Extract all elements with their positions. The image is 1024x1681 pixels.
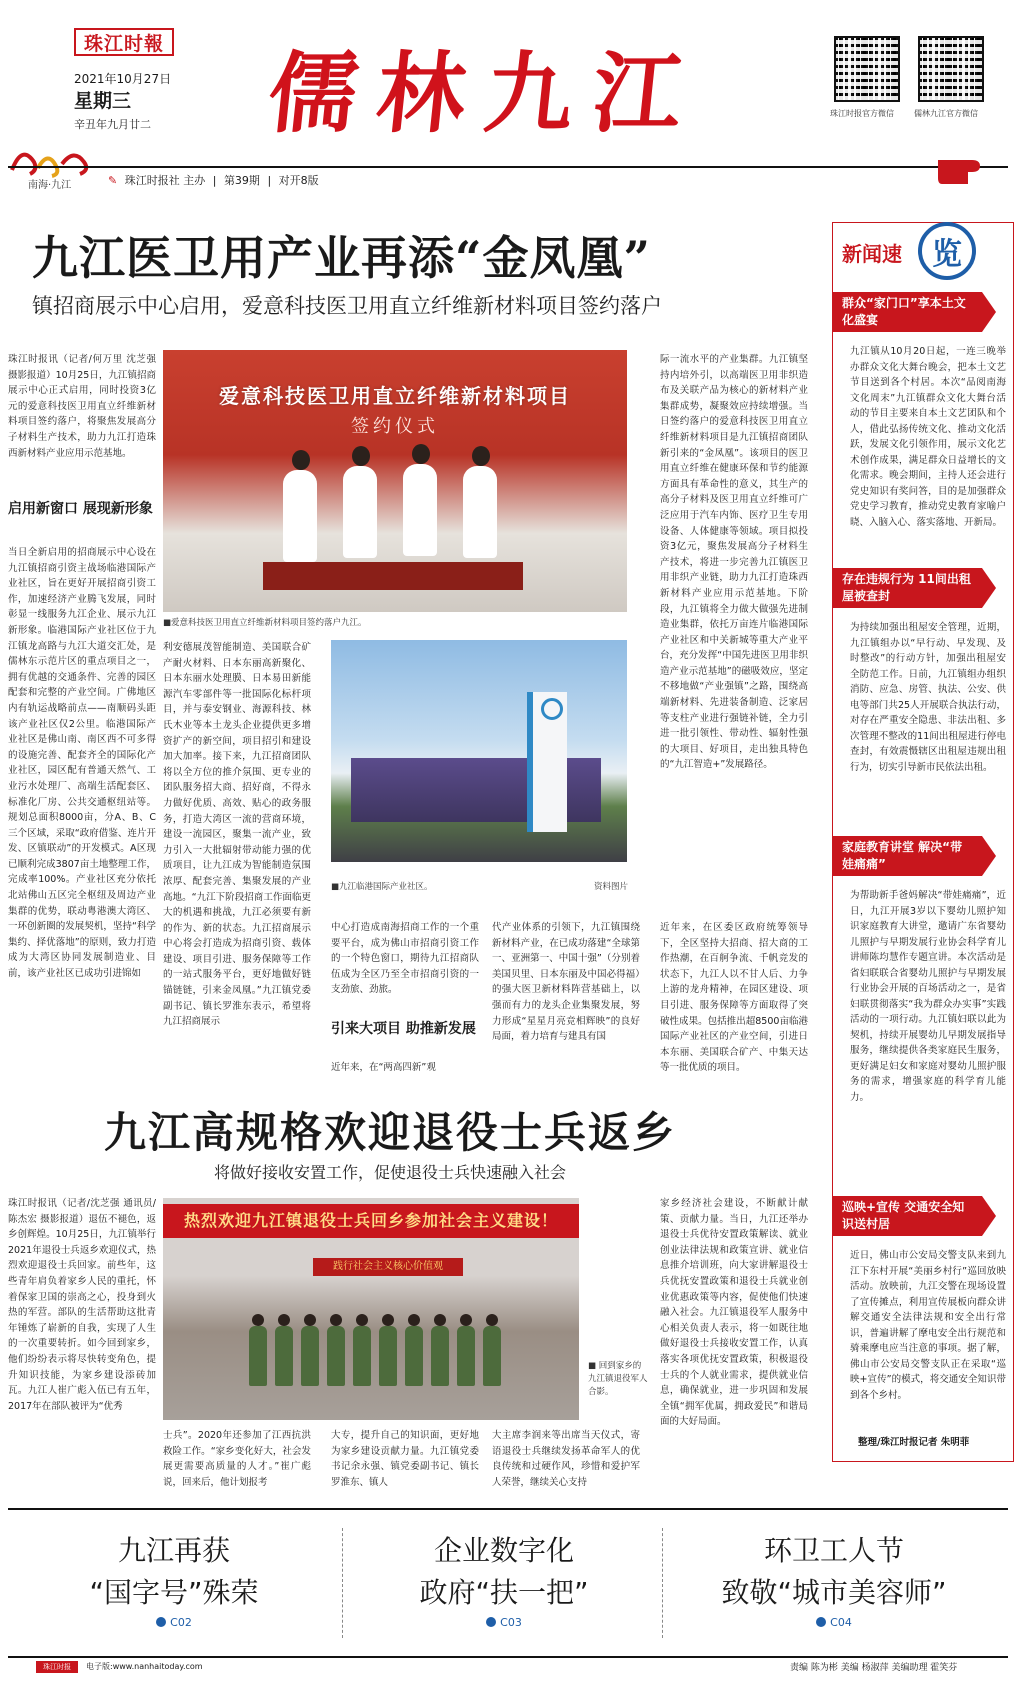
second-headline[interactable]: 九江高规格欢迎退役士兵返乡 <box>104 1108 677 1157</box>
teaser-separator <box>662 1528 663 1638</box>
sidebar-title: 新闻速 <box>842 242 902 266</box>
separator: | <box>267 174 272 187</box>
tower-logo-icon <box>541 698 563 720</box>
footer-logo: 珠江时报 <box>36 1661 78 1673</box>
issue-date: 2021年10月27日 <box>74 72 172 86</box>
teaser-line: 致敬“城市美容师” <box>721 1576 947 1609</box>
qr-label: 珠江时报官方微信 <box>830 109 894 118</box>
separator: | <box>212 174 217 187</box>
soldier-figure <box>249 1326 267 1386</box>
page-dot-icon <box>816 1617 826 1627</box>
soldier-figure <box>353 1326 371 1386</box>
teaser-line: 政府“扶一把” <box>419 1576 589 1609</box>
article-text: 近年来，在区委区政府统筹领导下，全区坚持大招商、招大商的工作热潮，在百舸争流、千帆竞发的状态下，九江人以不甘人后、力争上游的龙舟精神，在园区建设、项目引进、服务保障等方面取得了突破性成果。包括推出超8500亩临港国际产业社区的产业空间，引进日本东丽、美国联合矿产、中集天达等一批优质的项目。 <box>660 922 808 1074</box>
sidebar-section-text: 为持续加强出租屋安全管理，近期，九江镇组办以“早行动、早发现、及时整改”的行动方针，加强出租屋安全防范工作。日前，九江镇组办组织消防、应急、房管、执法、公安、供电等部门共25人开展联合执法行动，对存在严重安全隐患、非法出租、多次管理不整改的11间出租屋进行停电查封，有效震慑辖区出租屋违规出租行为，切实引导新市民依法出租。 <box>850 622 1006 773</box>
lead-subhead: 镇招商展示中心启用，爱意科技医卫用直立纤维新材料项目签约落户 <box>32 294 662 318</box>
page-reference[interactable]: C03 <box>354 1616 654 1629</box>
photo-caption: ■爱意科技医卫用直立纤维新材料项目签约落户九江。 <box>163 618 367 628</box>
signing-ceremony-photo[interactable] <box>163 350 627 612</box>
sidebar-section-title[interactable]: 存在违规行为 11间出租屋被查封 <box>832 568 982 608</box>
person-figure <box>283 470 317 562</box>
soldier-figure <box>301 1326 319 1386</box>
sidebar-section-text: 为帮助新手爸妈解决“带娃痛痛”，近日，九江开展3岁以下婴幼儿照护知识家庭教育大讲堂，邀请广东省婴幼儿照护与早期发展行业协会科学育儿讲师陈均慧作专题宣讲。本次活动是省妇联联合省婴幼儿照护与早期发展行业协会开展的百场活动之一，是省妇联贯彻落实“我为群众办实事”实践活动的一项行动。九江镇妇联以此为契机，持续开展婴幼儿早期发展指导服务，继续提供各类家庭民生服务，更好满足妇女和家庭对婴幼儿照护服务的需求，增强家庭的科学育儿能力。 <box>850 890 1006 1103</box>
signing-desk <box>263 562 523 590</box>
article-text: 中心打造成南海招商工作的一个重要平台，成为佛山市招商引资工作的一个特色窗口，期待九江招商队伍成为全区乃至全市招商引资的一支劲旅、劲旅。 <box>331 922 479 996</box>
article-text: 大专，提升自己的知识面，更好地为家乡建设贡献力量。九江镇党委书记余永强、镇党委副书记、镇长罗淮东、镇人 <box>331 1430 479 1488</box>
wechat-qr-code[interactable] <box>918 36 984 102</box>
soldier-figure <box>275 1326 293 1386</box>
photo-caption: ■九江临港国际产业社区。 <box>331 882 433 892</box>
masthead-divider <box>8 166 1008 168</box>
issue-number: 第39期 <box>223 174 260 187</box>
soldier-figure <box>379 1326 397 1386</box>
sidebar-section-text: 近日，佛山市公安局交警支队来到九江下东村开展“美丽乡村行”巡回放映活动。放映前，九江交警在现场设置了宣传摊点，利用宣传展板向群众讲解交通安全法律法规和安全出行常识，普遍讲解了摩电安全出行规范和骑乘摩电应当注意的事项。据了解，佛山市公安局交警支队正在采取“巡映+宣传”的模式，将交通安全知识带到各个乡村。 <box>850 1250 1006 1401</box>
photo-caption: ■ 回到家乡的九江镇退役军人合影。 <box>588 1361 648 1397</box>
industrial-park-photo[interactable] <box>331 640 627 862</box>
article-text: 士兵”。2020年还参加了江西抗洪救险工作。“家乡变化好大，社会发展更需要高质量的人才。”崔广彪说，回来后，他计划报考 <box>163 1430 311 1488</box>
article-text: 利安德展茂智能制造、美国联合矿产耐火材料、日本东丽高新聚化、日本东丽水处理膜、日本易田新能源汽车零部件等一批国际化标杆项目，并与泰安钢业、海源科技、林氏木业等本土龙头企业提供更多增资扩产的新空间，项目招引和建设加大加率。接下来，九江招商团队将以全方位的推介氛围、更专业的团队服务招大商、招好商，不得永力做好优质、高效、贴心的政务服务，打造大湾区一流的营商环境，建设一流园区，聚集一流产业，致力引入一大批辐射带动能力强的优质项目，让九江成为智能制造氛围浓厚、配套完善、集聚发展的产业高地。“九江下阶段招商工作面临更大的机遇和挑战，九江必须要有新的作为、新的状态。九江招商展示中心将会打造成为招商引资、载体建设、项目引进、服务保障等工作的一站式服务平台，更好地做好链锚链链，引来金凤凰。”九江镇党委副书记、镇长罗淮东表示，希望将九江招商展示 <box>163 642 311 1028</box>
weekday: 星期三 <box>74 90 132 112</box>
lead-headline[interactable]: 九江医卫用产业再添“金凤凰” <box>32 231 651 285</box>
pointing-hand-icon <box>932 140 992 190</box>
second-subhead: 将做好接收安置工作，促使退役士兵快速融入社会 <box>214 1163 567 1182</box>
soldier-figure <box>327 1326 345 1386</box>
editor-credits: 责编 陈为彬 美编 杨淑萍 美编助理 霍笑芬 <box>790 1663 958 1673</box>
person-figure <box>463 466 497 558</box>
article-text: 珠江时报讯（记者/沈芝强 通讯员/陈杰宏 摄影报道）退伍不褪色，返乡创辉煌。10月25日，九江镇举行2021年退役士兵返乡欢迎仪式，热烈欢迎退役士兵回家。前些年，这些青年肩负着家乡人民的重托，怀着保家卫国的崇高之心，投身到火热的军营。部队的生活帮助这批青年锤炼了崭新的自我，实现了人生的一次重要转折。如今回到家乡，他们纷纷表示将尽快转变角色，提升知识技能，为家乡建设添砖加瓦。九江人崔广彪入伍已有五年，2017年在部队被评为“优秀 <box>8 1198 156 1412</box>
person-figure <box>343 466 377 558</box>
teaser-line: 企业数字化 <box>433 1534 574 1567</box>
teaser-headline[interactable] <box>354 1530 654 1614</box>
teaser-headline[interactable] <box>684 1530 984 1614</box>
article-text: 代产业体系的引领下，九江镇围绕新材料产业，在已成功落建“全球第一、亚洲第一、中国十强”（分别着美国贝里、日本东丽及中国必得福）的强大医卫新材料阵营基础上，以强而有力的龙头企业集聚发展，努力形成“星星月亮竞相辉映”的良好局面，着力培育与建具有国 <box>492 922 640 1043</box>
soldier-figure <box>483 1326 501 1386</box>
page-reference[interactable]: C02 <box>24 1616 324 1629</box>
page-dot-icon <box>156 1617 166 1627</box>
sidebar-credit: 整理/珠江时报记者 朱明菲 <box>858 1437 970 1448</box>
article-text: 近年来，在“两高四新”观 <box>331 1062 436 1073</box>
veterans-group-photo[interactable] <box>163 1198 579 1420</box>
soldier-figure <box>431 1326 449 1386</box>
teaser-line: 环卫工人节 <box>763 1534 904 1567</box>
sidebar-section-title[interactable]: 家庭教育讲堂 解决“带娃痛痛” <box>832 836 982 876</box>
teaser-divider <box>8 1508 1008 1510</box>
brand-subtitle: 南海·九江 <box>28 180 72 191</box>
article-text: 当日全新启用的招商展示中心设在九江镇招商引资主战场临港国际产业社区，旨在更好开展招商引资工作，加速经济产业腾飞发展，同时彰显一线服务九江企业、展示九江新形象。临港国际产业社区位于九江镇龙高路与九江大道交汇处，是儒林东示范片区的重点项目之一，拥有优越的交通条件、完善的园区配套和完整的产业空间。广佛地区内有轨运战略前点——南顺码头距该产业社区仅2公里。临港国际产业社区是佛山南、南区西不可多得的设施完善、配套齐全的国际化产业社区，园区配有普通天然气、工业污水处理厂、高端生活配套区、标准化厂房、公共交通枢纽站等。规划总面积8000亩，分A、B、C三个区域，采取“政府借鉴、连片开发、区镇联动”的开发模式。A区现已顺利完成3807亩土地整理工作，完成率100%。产业社区充分依托北站佛山五区完全枢纽及周边产业集群的优势，联动粤港澳大湾区、一环创新圈的发展契机，坚持“科学集约、择优落地”的原则，致力打造成为大湾区协同发展制造业、目前，该产业社区已成功引进锦如 <box>8 547 156 980</box>
article-text: 珠江时报讯（记者/何万里 沈芝强 摄影报道）10月25日，九江镇招商展示中心正式启用，同时投资3亿元的爱意科技医卫用直立纤维新材料项目签约落户，将聚焦发展高分子材料生产技术，助力九江打造珠西新材料产业应用示范基地。 <box>8 354 156 459</box>
photo-banner-subtext: 签约仪式 <box>351 416 439 437</box>
sidebar-section-title[interactable]: 群众“家门口”享本土文化盛宴 <box>832 292 982 332</box>
section-subhead: 启用新窗口 展现新形象 <box>8 501 153 517</box>
soldier-figure <box>405 1326 423 1386</box>
photo-sign-text: 践行社会主义核心价值观 <box>313 1258 463 1276</box>
newspaper-logo: 珠江时報 <box>74 28 174 56</box>
lunar-date: 辛丑年九月廿二 <box>74 118 151 131</box>
teaser-separator <box>342 1528 343 1638</box>
masthead-title: 儒林九江 <box>263 41 707 145</box>
photo-banner-text: 热烈欢迎九江镇退役士兵回乡参加社会主义建设！ <box>163 1204 579 1238</box>
teaser-line: “国字号”殊荣 <box>89 1576 259 1609</box>
sidebar-section-text: 九江镇从10月20日起，一连三晚举办群众文化大舞台晚会，把本土文艺节目送到各个村居。本次“品阅南海 文化周末”九江镇群众文化大舞台活动的节目主要来自本土文艺团队和个人，借此弘扬传统文化、推动文化活跃，发展文化引领作用，展示文化艺术创作成果，满足群众日益增长的文化需求。晚会期间，主持人还会进行党史知识有奖问答，目的是加强群众党史学习教育，推动党史教育家喻户晓、入脑入心、落实落地、开新局。 <box>850 346 1006 528</box>
person-figure <box>403 464 437 556</box>
qr-label: 儒林九江官方微信 <box>914 109 978 118</box>
photo-source: 资料图片 <box>594 882 629 892</box>
page-reference[interactable]: C04 <box>684 1616 984 1629</box>
pen-icon: ✎ <box>108 174 118 187</box>
teaser-line: 九江再获 <box>117 1534 230 1567</box>
article-text: 大主席李润来等出席当天仪式，寄语退役士兵继续发扬革命军人的优良传统和过硬作风，珍惜和爱护军人荣誉，继续关心支持 <box>492 1430 640 1488</box>
page-count: 对开8版 <box>278 174 319 187</box>
section-subhead: 引来大项目 助推新发展 <box>331 1021 476 1037</box>
magnifier-icon: 览 <box>918 222 976 280</box>
article-text: 际一流水平的产业集群。九江镇坚持内培外引，以高端医卫用非织造布及关联产品为核心的新材料产业集群成势，凝聚效应持续增强。当日签约落户的爱意科技医卫用直立纤维新材料项目是九江镇招商团队新引来的“金凤凰”。该项目的医卫用直立纤维在健康环保和节约能源方面具有革命性的意义，其生产的高分子材料及医卫用直立纤维可广泛应用于汽车内饰、医疗卫生专用设备、人体健康等领域。项目拟投资3亿元，聚焦发展高分子材料生产技术，将进一步完善九江镇医卫用非织产业链，助力九江打造珠西新材料产业应用示范基地。下阶段，九江镇将全力做大做强先进制造业集群，依托万亩连片临港国际产业社区和中关新城等重大产业平台，充分发挥“中国先进医卫用非织造产业示范基地”的磁吸效应，坚定不移地做“产业强镇”之路，围绕高端新材料、先进装备制造、泛家居等支柱产业进行强链补链，全力引进一批引领性、带动性、辐射性强的大项目、好项目，走出独具特色的“九江智造+”发展路径。 <box>660 354 808 771</box>
wechat-qr-code[interactable] <box>834 36 900 102</box>
issue-info <box>108 172 323 188</box>
photo-banner-text: 爱意科技医卫用直立纤维新材料项目 <box>219 384 571 408</box>
website-link[interactable]: 电子版:www.nanhaitoday.com <box>86 1662 203 1671</box>
footer-divider <box>8 1656 1008 1658</box>
article-text: 家乡经济社会建设，不断献计献策、贡献力量。当日，九江还举办退役士兵优待安置政策解读、就业创业法律法规和政策宣讲、就业信息推介培训班，向大家讲解退役士兵优抚安置政策和退役士兵就业创业优惠政策等内容，促使他们快速融入社会。九江镇退役军人服务中心相关负责人表示，将一如既往地做好退役士兵接收安置工作，认真落实各项优抚安置政策，积极退役士兵的个人就业需求，提供就业信息，确保就业，进一步巩固和发展全镇“拥军优属，拥政爱民”和谐局面的大好局面。 <box>660 1198 808 1428</box>
signage-tower <box>527 692 567 832</box>
sidebar-section-title[interactable]: 巡映+宣传 交通安全知识送村居 <box>832 1196 982 1236</box>
soldier-figure <box>457 1326 475 1386</box>
publisher: 珠江时报社 主办 <box>124 174 206 187</box>
teaser-headline[interactable] <box>24 1530 324 1614</box>
page-dot-icon <box>486 1617 496 1627</box>
